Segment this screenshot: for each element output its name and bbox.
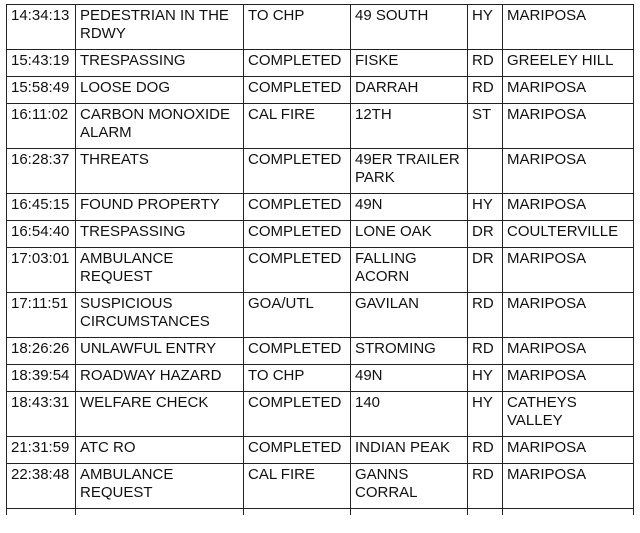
disposition-cell: COMPLETED [244, 149, 351, 194]
street-suffix-cell: RD [468, 464, 503, 509]
event-cell: ATC RO [76, 437, 244, 464]
city-cell: MARIPOSA [503, 104, 634, 149]
table-row [7, 221, 634, 248]
event-cell: AMBULANCE REQUEST [76, 464, 244, 509]
empty-cell [503, 509, 634, 516]
disposition-cell: COMPLETED [244, 194, 351, 221]
time-cell: 15:58:49 [7, 77, 76, 104]
street-suffix-cell: HY [468, 392, 503, 437]
empty-cell [7, 509, 76, 516]
empty-cell [468, 509, 503, 516]
street-suffix-cell [468, 149, 503, 194]
city-cell: MARIPOSA [503, 194, 634, 221]
city-cell: MARIPOSA [503, 248, 634, 293]
table-row [7, 293, 634, 338]
street-cell: 140 [351, 392, 468, 437]
street-cell: DARRAH [351, 77, 468, 104]
city-cell: CATHEYS VALLEY [503, 392, 634, 437]
disposition-cell: TO CHP [244, 365, 351, 392]
event-cell: UNLAWFUL ENTRY [76, 338, 244, 365]
street-cell: GAVILAN [351, 293, 468, 338]
street-cell: INDIAN PEAK [351, 437, 468, 464]
empty-cell [351, 509, 468, 516]
city-cell: MARIPOSA [503, 5, 634, 50]
event-cell: TRESPASSING [76, 221, 244, 248]
street-suffix-cell: RD [468, 293, 503, 338]
disposition-cell: COMPLETED [244, 50, 351, 77]
city-cell: MARIPOSA [503, 149, 634, 194]
table-row [7, 77, 634, 104]
time-cell: 14:34:13 [7, 5, 76, 50]
street-cell: 49N [351, 365, 468, 392]
disposition-cell: COMPLETED [244, 392, 351, 437]
event-cell: FOUND PROPERTY [76, 194, 244, 221]
street-cell: 49ER TRAILER PARK [351, 149, 468, 194]
empty-cell [76, 509, 244, 516]
time-cell: 21:31:59 [7, 437, 76, 464]
disposition-cell: COMPLETED [244, 221, 351, 248]
street-suffix-cell: RD [468, 338, 503, 365]
table-row [7, 104, 634, 149]
disposition-cell: COMPLETED [244, 248, 351, 293]
event-cell: AMBULANCE REQUEST [76, 248, 244, 293]
city-cell: MARIPOSA [503, 338, 634, 365]
table-row [7, 50, 634, 77]
street-suffix-cell: DR [468, 248, 503, 293]
disposition-cell: GOA/UTL [244, 293, 351, 338]
time-cell: 15:43:19 [7, 50, 76, 77]
event-cell: THREATS [76, 149, 244, 194]
street-suffix-cell: ST [468, 104, 503, 149]
street-cell: FISKE [351, 50, 468, 77]
table-row [7, 437, 634, 464]
street-cell: 49 SOUTH [351, 5, 468, 50]
street-suffix-cell: RD [468, 77, 503, 104]
time-cell: 16:11:02 [7, 104, 76, 149]
event-cell: SUSPICIOUS CIRCUMSTANCES [76, 293, 244, 338]
street-cell: GANNS CORRAL [351, 464, 468, 509]
table-row [7, 194, 634, 221]
city-cell: MARIPOSA [503, 437, 634, 464]
table-row [7, 149, 634, 194]
city-cell: COULTERVILLE [503, 221, 634, 248]
street-suffix-cell: HY [468, 194, 503, 221]
street-cell: 12TH [351, 104, 468, 149]
city-cell: MARIPOSA [503, 464, 634, 509]
table-row [7, 338, 634, 365]
time-cell: 18:43:31 [7, 392, 76, 437]
city-cell: MARIPOSA [503, 77, 634, 104]
event-cell: CARBON MONOXIDE ALARM [76, 104, 244, 149]
empty-cell [244, 509, 351, 516]
street-suffix-cell: RD [468, 50, 503, 77]
city-cell: MARIPOSA [503, 365, 634, 392]
table-row [7, 365, 634, 392]
disposition-cell: COMPLETED [244, 437, 351, 464]
time-cell: 18:39:54 [7, 365, 76, 392]
call-log-body [7, 5, 634, 516]
time-cell: 17:11:51 [7, 293, 76, 338]
table-row-partial [7, 509, 634, 516]
street-cell: LONE OAK [351, 221, 468, 248]
time-cell: 16:54:40 [7, 221, 76, 248]
table-row [7, 392, 634, 437]
event-cell: WELFARE CHECK [76, 392, 244, 437]
table-row [7, 5, 634, 50]
city-cell: MARIPOSA [503, 293, 634, 338]
disposition-cell: TO CHP [244, 5, 351, 50]
city-cell: GREELEY HILL [503, 50, 634, 77]
street-suffix-cell: DR [468, 221, 503, 248]
event-cell: ROADWAY HAZARD [76, 365, 244, 392]
call-log-frame [6, 4, 633, 515]
street-suffix-cell: RD [468, 437, 503, 464]
street-cell: FALLING ACORN [351, 248, 468, 293]
street-suffix-cell: HY [468, 365, 503, 392]
call-log-table [6, 4, 634, 515]
table-row [7, 248, 634, 293]
time-cell: 17:03:01 [7, 248, 76, 293]
disposition-cell: COMPLETED [244, 77, 351, 104]
event-cell: PEDESTRIAN IN THE RDWY [76, 5, 244, 50]
time-cell: 16:28:37 [7, 149, 76, 194]
disposition-cell: COMPLETED [244, 338, 351, 365]
table-row [7, 464, 634, 509]
time-cell: 18:26:26 [7, 338, 76, 365]
time-cell: 22:38:48 [7, 464, 76, 509]
street-cell: STROMING [351, 338, 468, 365]
event-cell: LOOSE DOG [76, 77, 244, 104]
event-cell: TRESPASSING [76, 50, 244, 77]
disposition-cell: CAL FIRE [244, 104, 351, 149]
street-suffix-cell: HY [468, 5, 503, 50]
disposition-cell: CAL FIRE [244, 464, 351, 509]
street-cell: 49N [351, 194, 468, 221]
time-cell: 16:45:15 [7, 194, 76, 221]
